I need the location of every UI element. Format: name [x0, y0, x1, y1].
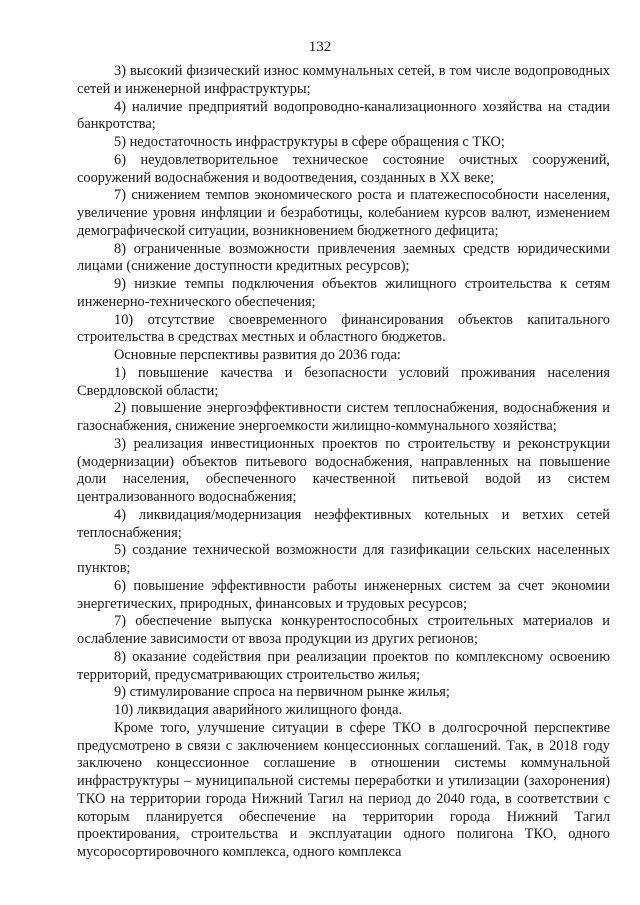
- paragraph-problem-8: 8) ограниченные возможности привлечения заемных средств юридическими лицами (снижение доступности кредитных ресурсов);: [77, 240, 610, 275]
- page-number: 132: [308, 39, 332, 55]
- paragraph-prospects-heading: Основные перспективы развития до 2036 года:: [114, 347, 401, 363]
- paragraph-concession: Кроме того, улучшение ситуации в сфере ТКО в долгосрочной перспективе предусмотрено в связи с заключением концессионных соглашений. Так, в 2018 году заключено концессионное соглашение в отношении системы коммунальной инфраструктуры – муниципальной системы переработки и утилизации (захоронения) ТКО на территории города Нижний Тагил на период до 2040 года, в соответствии с которым планируется обеспечение на территории города Нижний Тагил проектирования, строительства и эксплуатации одного полигона ТКО, одного мусоросортировочного комплекса, одного комплекса: [77, 719, 610, 860]
- paragraph-prospect-10: 10) ликвидация аварийного жилищного фонда.: [114, 702, 403, 718]
- paragraph-prospect-4: 4) ликвидация/модернизация неэффективных котельных и ветхих сетей теплоснабжения;: [77, 506, 610, 541]
- paragraph-problem-6: 6) неудовлетворительное техническое состояние очистных сооружений, сооружений водоснабжения и водоотведения, созданных в ХХ веке;: [77, 151, 610, 186]
- paragraph-problem-10: 10) отсутствие своевременного финансирования объектов капитального строительства в средствах местных и областного бюджетов.: [77, 311, 610, 346]
- paragraph-problem-7: 7) снижением темпов экономического роста и платежеспособности населения, увеличение уровня инфляции и безработицы, колебанием курсов валют, изменением демографической ситуации, возникновением бюджетного дефицита;: [77, 187, 610, 239]
- document-body: [77, 63, 610, 862]
- paragraph-problem-4: 4) наличие предприятий водопроводно-канализационного хозяйства на стадии банкротства;: [77, 98, 610, 133]
- paragraph-prospect-6: 6) повышение эффективности работы инженерных систем за счет экономии энергетических, природных, финансовых и трудовых ресурсов;: [77, 577, 610, 612]
- paragraph-prospect-1: 1) повышение качества и безопасности условий проживания населения Свердловской области;: [77, 364, 610, 399]
- paragraph-prospect-2: 2) повышение энергоэффективности систем теплоснабжения, водоснабжения и газоснабжения, снижение энергоемкости жилищно-коммунального хозяйства;: [77, 400, 610, 434]
- paragraph-prospect-3: 3) реализация инвестиционных проектов по строительству и реконструкции (модернизации) объектов питьевого водоснабжения, направленных на повышение доли населения, обеспеченного качественной питьевой водой из систем централизованного водоснабжения;: [77, 435, 610, 505]
- paragraph-prospect-8: 8) оказание содействия при реализации проектов по комплексному освоению территорий, предусматривающих строительство жилья;: [77, 648, 610, 683]
- paragraph-prospect-5: 5) создание технической возможности для газификации сельских населенных пунктов;: [77, 542, 610, 576]
- paragraph-prospect-9: 9) стимулирование спроса на первичном рынке жилья;: [114, 684, 450, 701]
- paragraph-problem-9: 9) низкие темпы подключения объектов жилищного строительства к сетям инженерно-технического обеспечения;: [77, 276, 610, 310]
- paragraph-problem-5: 5) недостаточность инфраструктуры в сфере обращения с ТКО;: [114, 134, 505, 150]
- paragraph-prospect-7: 7) обеспечение выпуска конкурентоспособных строительных материалов и ослабление зависимости от ввоза продукции из других регионов;: [77, 613, 610, 647]
- paragraph-problem-3: 3) высокий физический износ коммунальных сетей, в том числе водопроводных сетей и инженерной инфраструктуры;: [77, 63, 610, 97]
